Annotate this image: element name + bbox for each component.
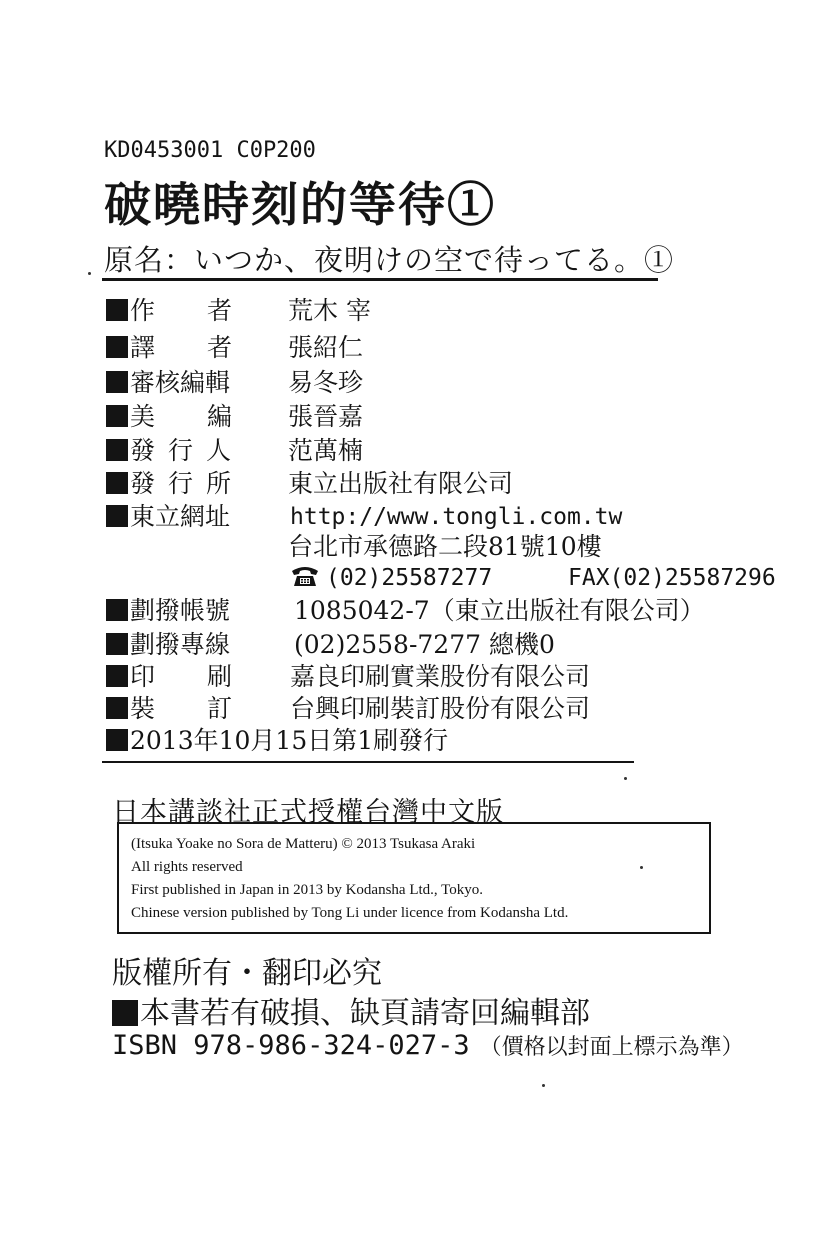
- printing-label: 印刷: [106, 662, 284, 692]
- credit-label-author: 作者: [106, 296, 284, 326]
- address: 台北市承德路二段81號10樓: [288, 532, 602, 561]
- rights-notice: 版權所有・翻印必究: [112, 956, 382, 991]
- bullet-square-icon: [106, 371, 128, 393]
- telephone-icon: [290, 564, 320, 588]
- website-url[interactable]: http://www.tongli.com.tw: [290, 504, 623, 530]
- title-divider: [102, 278, 658, 281]
- book-title: 破曉時刻的等待①: [104, 178, 496, 233]
- bullet-square-icon: [106, 405, 128, 427]
- scan-speck: [624, 777, 627, 780]
- bullet-square-icon: [106, 697, 128, 719]
- license-line-copyright: (Itsuka Yoake no Sora de Matteru) © 2013 Tsukasa Araki: [131, 836, 476, 852]
- payment-value-hotline: (02)2558-7277 總機0: [294, 630, 555, 659]
- edition-line: 2013年10月15日第1刷發行: [106, 726, 448, 756]
- scan-speck: [640, 866, 643, 869]
- isbn-number: ISBN 978-986-324-027-3: [112, 1030, 470, 1061]
- bullet-square-icon: [106, 472, 128, 494]
- credit-value-art-editor: 張晉嘉: [288, 402, 364, 431]
- credit-value-publisher: 范萬楠: [288, 436, 364, 465]
- credit-value-publishing-house: 東立出版社有限公司: [288, 469, 514, 498]
- printing-value: 嘉良印刷實業股份有限公司: [290, 662, 591, 691]
- credit-value-translator: 張紹仁: [288, 333, 364, 362]
- payment-label-hotline: 劃撥專線: [106, 630, 230, 660]
- bullet-square-icon: [106, 299, 128, 321]
- scan-speck: [88, 272, 91, 275]
- credit-label-publisher: 發行人: [106, 436, 244, 466]
- bullet-square-icon: [106, 729, 128, 751]
- bullet-square-icon: [106, 665, 128, 687]
- damaged-notice: 本書若有破損、缺頁請寄回編輯部: [112, 988, 590, 1032]
- phone-line: [290, 563, 492, 593]
- credit-label-art-editor: 美編: [106, 402, 284, 432]
- credit-label-editor: 審核編輯: [106, 368, 230, 398]
- license-title: 日本講談社正式授權台灣中文版: [112, 797, 504, 828]
- telephone-number: (02)25587277: [326, 565, 493, 591]
- payment-label-account: 劃撥帳號: [106, 596, 230, 626]
- catalog-code: KD0453001 C0P200: [104, 138, 316, 163]
- license-line-first-published: First published in Japan in 2013 by Kodansha Ltd., Tokyo.: [131, 882, 483, 898]
- binding-value: 台興印刷裝訂股份有限公司: [290, 694, 591, 723]
- price-note: （價格以封面上標示為準）: [479, 1035, 744, 1060]
- credit-value-editor: 易冬珍: [288, 368, 364, 397]
- bullet-square-icon: [112, 1000, 138, 1026]
- credit-value-author: 荒木 宰: [288, 296, 371, 325]
- bullet-square-icon: [106, 336, 128, 358]
- license-box: [117, 822, 711, 934]
- license-line-rights: All rights reserved: [131, 859, 243, 875]
- scan-speck: [542, 1084, 545, 1087]
- fax-number: FAX(02)25587296: [568, 565, 776, 591]
- original-title: 原名：いつか、夜明けの空で待ってる。①: [104, 243, 675, 277]
- license-line-chinese-version: Chinese version published by Tong Li under licence from Kodansha Ltd.: [131, 905, 569, 921]
- bullet-square-icon: [106, 505, 128, 527]
- credit-label-translator: 譯者: [106, 333, 284, 363]
- credit-label-website: 東立網址: [106, 502, 230, 532]
- payment-value-account: 1085042-7（東立出版社有限公司）: [294, 596, 705, 625]
- isbn-line: [112, 1030, 744, 1061]
- binding-label: 裝訂: [106, 694, 284, 724]
- credit-label-publishing-house: 發行所: [106, 469, 244, 499]
- bullet-square-icon: [106, 633, 128, 655]
- bullet-square-icon: [106, 439, 128, 461]
- edition-divider: [102, 761, 634, 763]
- bullet-square-icon: [106, 599, 128, 621]
